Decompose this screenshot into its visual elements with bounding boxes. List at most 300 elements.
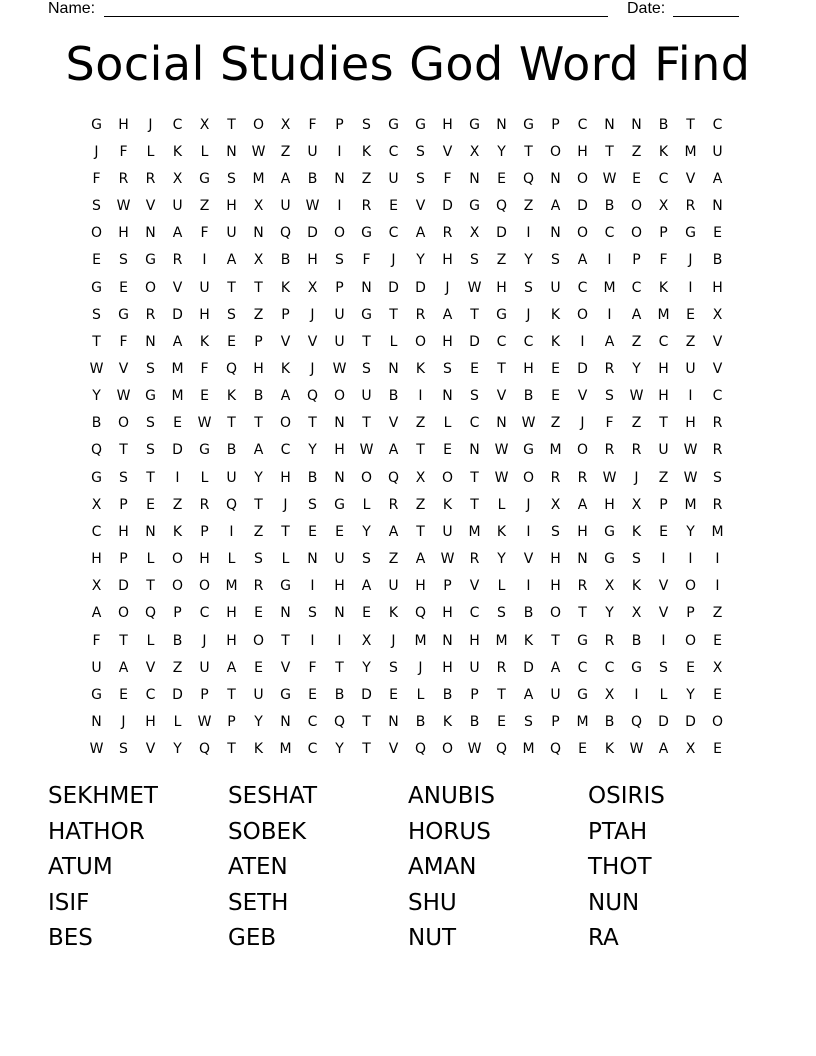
grid-letter: R bbox=[415, 306, 426, 323]
grid-letter: G bbox=[280, 578, 291, 595]
grid-letter: K bbox=[496, 523, 507, 540]
grid-letter: V bbox=[496, 388, 507, 405]
grid-letter: L bbox=[146, 143, 155, 160]
grid-letter: I bbox=[526, 225, 531, 242]
grid-letter: S bbox=[632, 551, 641, 568]
grid-letter: H bbox=[307, 252, 318, 269]
grid-letter: A bbox=[523, 686, 534, 703]
grid-letter: H bbox=[253, 360, 264, 377]
grid-letter: Z bbox=[172, 659, 183, 676]
grid-letter: L bbox=[200, 469, 209, 486]
grid-letter: F bbox=[659, 252, 668, 269]
grid-letter: O bbox=[576, 306, 589, 323]
grid-letter: T bbox=[605, 143, 614, 160]
word-bank-item: SHU bbox=[408, 889, 457, 916]
grid-letter: G bbox=[469, 116, 480, 133]
grid-letter: I bbox=[337, 198, 342, 215]
grid-letter: N bbox=[334, 605, 345, 622]
grid-letter: W bbox=[116, 198, 131, 215]
grid-letter: Z bbox=[253, 306, 264, 323]
grid-letter: Z bbox=[253, 523, 264, 540]
grid-letter: N bbox=[550, 225, 561, 242]
date-blank-line bbox=[673, 16, 739, 17]
grid-letter: F bbox=[92, 632, 101, 649]
grid-letter: B bbox=[658, 116, 669, 133]
grid-letter: D bbox=[469, 333, 480, 350]
grid-letter: R bbox=[631, 442, 642, 459]
grid-letter: J bbox=[418, 659, 423, 676]
grid-letter: B bbox=[307, 469, 318, 486]
grid-letter: Z bbox=[199, 198, 210, 215]
grid-letter: I bbox=[526, 578, 531, 595]
grid-letter: D bbox=[685, 714, 696, 731]
grid-letter: B bbox=[91, 415, 102, 432]
grid-letter: A bbox=[658, 741, 669, 758]
grid-letter: X bbox=[604, 686, 615, 703]
grid-letter: G bbox=[199, 170, 210, 187]
grid-letter: Y bbox=[362, 659, 371, 676]
grid-letter: Z bbox=[388, 551, 399, 568]
grid-letter: I bbox=[634, 686, 639, 703]
grid-row bbox=[83, 355, 731, 382]
grid-letter: P bbox=[686, 605, 695, 622]
grid-letter: Y bbox=[605, 605, 614, 622]
grid-letter: O bbox=[441, 741, 454, 758]
grid-letter: R bbox=[577, 469, 588, 486]
grid-letter: R bbox=[604, 360, 615, 377]
grid-letter: Q bbox=[414, 605, 427, 622]
grid-letter: P bbox=[443, 578, 452, 595]
grid-letter: J bbox=[391, 252, 396, 269]
grid-letter: S bbox=[443, 360, 452, 377]
grid-letter: G bbox=[280, 686, 291, 703]
grid-letter: B bbox=[172, 632, 183, 649]
grid-row bbox=[83, 301, 731, 328]
grid-letter: C bbox=[577, 659, 588, 676]
grid-letter: C bbox=[604, 225, 615, 242]
grid-letter: Z bbox=[658, 469, 669, 486]
grid-letter: L bbox=[443, 415, 452, 432]
grid-letter: G bbox=[577, 632, 588, 649]
grid-letter: H bbox=[442, 605, 453, 622]
grid-letter: S bbox=[362, 360, 371, 377]
grid-letter: M bbox=[171, 388, 184, 405]
grid-letter: K bbox=[172, 143, 183, 160]
grid-letter: O bbox=[684, 632, 697, 649]
grid-letter: N bbox=[469, 442, 480, 459]
grid-letter: K bbox=[550, 306, 561, 323]
grid-letter: W bbox=[629, 741, 644, 758]
grid-letter: K bbox=[442, 496, 453, 513]
grid-letter: T bbox=[227, 279, 236, 296]
grid-letter: T bbox=[227, 116, 236, 133]
grid-letter: X bbox=[604, 578, 615, 595]
word-bank-item: BES bbox=[48, 925, 93, 951]
grid-letter: B bbox=[280, 252, 291, 269]
grid-row bbox=[83, 518, 731, 545]
grid-letter: R bbox=[604, 442, 615, 459]
grid-letter: I bbox=[310, 632, 315, 649]
grid-letter: J bbox=[121, 714, 126, 731]
word-bank-item: SESHAT bbox=[228, 783, 318, 809]
grid-letter: W bbox=[305, 198, 320, 215]
grid-letter: C bbox=[577, 279, 588, 296]
grid-letter: G bbox=[415, 116, 426, 133]
grid-letter: U bbox=[550, 686, 561, 703]
grid-letter: S bbox=[524, 279, 533, 296]
grid-letter: U bbox=[307, 143, 318, 160]
grid-letter: M bbox=[414, 632, 427, 649]
grid-letter: B bbox=[712, 252, 723, 269]
grid-letter: W bbox=[467, 279, 482, 296]
grid-letter: X bbox=[361, 632, 372, 649]
grid-letter: X bbox=[91, 496, 102, 513]
grid-letter: V bbox=[658, 578, 669, 595]
grid-letter: O bbox=[576, 225, 589, 242]
grid-letter: S bbox=[389, 659, 398, 676]
page-title: Social Studies God Word Find bbox=[65, 37, 751, 91]
grid-letter: N bbox=[388, 360, 399, 377]
grid-letter: I bbox=[688, 551, 693, 568]
grid-letter: P bbox=[551, 116, 560, 133]
grid-row bbox=[83, 708, 731, 735]
grid-letter: U bbox=[334, 333, 345, 350]
grid-letter: V bbox=[388, 741, 399, 758]
grid-letter: R bbox=[388, 496, 399, 513]
grid-letter: A bbox=[280, 170, 291, 187]
grid-letter: H bbox=[523, 360, 534, 377]
grid-letter: Y bbox=[362, 523, 371, 540]
grid-letter: K bbox=[658, 279, 669, 296]
grid-letter: B bbox=[334, 686, 345, 703]
grid-letter: S bbox=[92, 306, 101, 323]
word-bank-item: SETH bbox=[228, 889, 289, 916]
grid-letter: V bbox=[415, 198, 426, 215]
grid-letter: D bbox=[415, 279, 426, 296]
grid-letter: O bbox=[171, 578, 184, 595]
grid-letter: O bbox=[333, 225, 346, 242]
grid-letter: K bbox=[658, 143, 669, 160]
grid-letter: Q bbox=[279, 225, 292, 242]
grid-letter: M bbox=[171, 360, 184, 377]
grid-row bbox=[83, 546, 731, 573]
grid-letter: R bbox=[118, 170, 129, 187]
grid-letter: O bbox=[630, 198, 643, 215]
grid-letter: E bbox=[713, 225, 722, 242]
word-bank-item: ANUBIS bbox=[408, 783, 495, 809]
grid-letter: W bbox=[89, 360, 104, 377]
grid-letter: H bbox=[199, 551, 210, 568]
grid-letter: T bbox=[362, 333, 371, 350]
grid-letter: F bbox=[362, 252, 371, 269]
grid-letter: T bbox=[119, 632, 128, 649]
grid-letter: X bbox=[469, 143, 480, 160]
grid-letter: D bbox=[496, 225, 507, 242]
grid-letter: Q bbox=[495, 198, 508, 215]
grid-letter: S bbox=[605, 388, 614, 405]
grid-letter: B bbox=[226, 442, 237, 459]
grid-letter: U bbox=[199, 279, 210, 296]
grid-letter: E bbox=[227, 333, 236, 350]
grid-row bbox=[83, 192, 731, 219]
grid-letter: D bbox=[658, 714, 669, 731]
grid-letter: H bbox=[91, 551, 102, 568]
grid-letter: A bbox=[172, 225, 183, 242]
grid-letter: V bbox=[280, 333, 291, 350]
grid-letter: Y bbox=[416, 252, 425, 269]
grid-letter: N bbox=[631, 116, 642, 133]
grid-letter: K bbox=[199, 333, 210, 350]
grid-letter: U bbox=[172, 198, 183, 215]
grid-letter: R bbox=[172, 252, 183, 269]
grid-letter: N bbox=[496, 415, 507, 432]
grid-letter: X bbox=[550, 496, 561, 513]
grid-letter: G bbox=[685, 225, 696, 242]
grid-letter: A bbox=[415, 551, 426, 568]
grid-letter: Y bbox=[497, 551, 506, 568]
grid-letter: T bbox=[362, 415, 371, 432]
grid-row bbox=[83, 437, 731, 464]
grid-letter: L bbox=[362, 496, 371, 513]
grid-letter: H bbox=[658, 360, 669, 377]
grid-letter: T bbox=[335, 659, 344, 676]
grid-letter: K bbox=[442, 714, 453, 731]
grid-letter: T bbox=[281, 523, 290, 540]
grid-letter: S bbox=[551, 252, 560, 269]
grid-letter: G bbox=[91, 686, 102, 703]
grid-letter: T bbox=[659, 415, 668, 432]
grid-letter: T bbox=[254, 415, 263, 432]
grid-letter: K bbox=[631, 523, 642, 540]
grid-letter: W bbox=[89, 741, 104, 758]
grid-letter: Q bbox=[225, 360, 238, 377]
grid-letter: A bbox=[226, 252, 237, 269]
grid-letter: V bbox=[442, 143, 453, 160]
grid-letter: G bbox=[361, 225, 372, 242]
grid-letter: E bbox=[713, 632, 722, 649]
grid-letter: N bbox=[550, 170, 561, 187]
grid-letter: E bbox=[713, 686, 722, 703]
word-bank-item: ATEN bbox=[228, 854, 288, 880]
grid-letter: T bbox=[146, 578, 155, 595]
grid-letter: O bbox=[549, 605, 562, 622]
grid-letter: E bbox=[497, 170, 506, 187]
grid-letter: S bbox=[659, 659, 668, 676]
grid-letter: G bbox=[469, 198, 480, 215]
grid-letter: W bbox=[197, 415, 212, 432]
grid-letter: J bbox=[310, 360, 315, 377]
grid-letter: T bbox=[416, 442, 425, 459]
grid-letter: F bbox=[92, 170, 101, 187]
grid-letter: H bbox=[442, 333, 453, 350]
grid-letter: N bbox=[496, 116, 507, 133]
grid-letter: L bbox=[497, 496, 506, 513]
grid-letter: H bbox=[280, 469, 291, 486]
grid-letter: T bbox=[227, 415, 236, 432]
grid-letter: H bbox=[577, 523, 588, 540]
grid-letter: E bbox=[254, 605, 263, 622]
grid-letter: C bbox=[658, 333, 669, 350]
grid-letter: U bbox=[91, 659, 102, 676]
grid-letter: I bbox=[202, 252, 207, 269]
grid-letter: A bbox=[172, 333, 183, 350]
grid-letter: Y bbox=[308, 442, 317, 459]
grid-letter: N bbox=[469, 170, 480, 187]
grid-letter: E bbox=[578, 741, 587, 758]
grid-letter: W bbox=[602, 469, 617, 486]
grid-letter: O bbox=[360, 469, 373, 486]
grid-letter: Y bbox=[497, 143, 506, 160]
grid-letter: N bbox=[334, 469, 345, 486]
grid-letter: Y bbox=[632, 360, 641, 377]
grid-letter: Q bbox=[333, 714, 346, 731]
grid-letter: E bbox=[551, 388, 560, 405]
grid-letter: R bbox=[442, 225, 453, 242]
grid-letter: R bbox=[604, 632, 615, 649]
grid-letter: D bbox=[172, 686, 183, 703]
grid-letter: M bbox=[468, 523, 481, 540]
grid-letter: O bbox=[522, 469, 535, 486]
grid-letter: Q bbox=[414, 741, 427, 758]
grid-letter: B bbox=[442, 686, 453, 703]
grid-letter: P bbox=[281, 306, 290, 323]
grid-letter: P bbox=[200, 686, 209, 703]
grid-letter: E bbox=[713, 741, 722, 758]
grid-letter: T bbox=[470, 306, 479, 323]
word-bank-item: HATHOR bbox=[48, 818, 145, 845]
grid-letter: B bbox=[253, 388, 264, 405]
grid-letter: S bbox=[524, 714, 533, 731]
grid-row bbox=[83, 383, 731, 410]
grid-letter: T bbox=[362, 741, 371, 758]
grid-letter: U bbox=[226, 225, 237, 242]
grid-letter: F bbox=[308, 116, 317, 133]
grid-letter: K bbox=[523, 632, 534, 649]
grid-letter: N bbox=[388, 714, 399, 731]
grid-letter: C bbox=[307, 714, 318, 731]
grid-letter: A bbox=[550, 198, 561, 215]
grid-letter: O bbox=[333, 388, 346, 405]
word-bank-item: HORUS bbox=[408, 818, 491, 845]
grid-letter: G bbox=[91, 469, 102, 486]
grid-letter: U bbox=[550, 279, 561, 296]
grid-letter: R bbox=[712, 496, 723, 513]
grid-letter: W bbox=[521, 415, 536, 432]
word-bank-item: ISIF bbox=[48, 889, 90, 916]
grid-letter: D bbox=[388, 279, 399, 296]
grid-letter: U bbox=[658, 442, 669, 459]
grid-letter: Q bbox=[306, 388, 319, 405]
grid-letter: C bbox=[658, 170, 669, 187]
grid-letter: E bbox=[389, 198, 398, 215]
grid-letter: Z bbox=[631, 333, 642, 350]
grid-letter: S bbox=[416, 170, 425, 187]
grid-letter: U bbox=[685, 360, 696, 377]
grid-letter: F bbox=[308, 659, 317, 676]
grid-letter: P bbox=[659, 496, 668, 513]
grid-letter: N bbox=[604, 116, 615, 133]
grid-letter: T bbox=[497, 686, 506, 703]
name-blank-line bbox=[104, 16, 608, 17]
grid-letter: Z bbox=[496, 252, 507, 269]
grid-letter: I bbox=[337, 143, 342, 160]
grid-letter: V bbox=[145, 198, 156, 215]
grid-letter: A bbox=[550, 659, 561, 676]
grid-letter: G bbox=[604, 523, 615, 540]
grid-letter: S bbox=[227, 170, 236, 187]
grid-letter: B bbox=[604, 714, 615, 731]
grid-letter: S bbox=[254, 551, 263, 568]
grid-letter: O bbox=[630, 225, 643, 242]
grid-letter: X bbox=[253, 198, 264, 215]
grid-letter: Q bbox=[522, 170, 535, 187]
grid-letter: H bbox=[658, 388, 669, 405]
grid-letter: P bbox=[227, 714, 236, 731]
grid-letter: O bbox=[711, 714, 724, 731]
grid-letter: R bbox=[712, 442, 723, 459]
grid-letter: N bbox=[145, 333, 156, 350]
grid-letter: R bbox=[361, 198, 372, 215]
grid-letter: Z bbox=[280, 143, 291, 160]
word-bank-item: PTAH bbox=[588, 818, 648, 845]
grid-letter: G bbox=[334, 496, 345, 513]
grid-row bbox=[83, 491, 731, 518]
grid-letter: U bbox=[442, 523, 453, 540]
grid-letter: U bbox=[280, 198, 291, 215]
grid-letter: K bbox=[226, 388, 237, 405]
grid-letter: U bbox=[388, 170, 399, 187]
grid-letter: H bbox=[577, 143, 588, 160]
grid-letter: Z bbox=[685, 333, 696, 350]
grid-letter: H bbox=[604, 496, 615, 513]
grid-letter: B bbox=[523, 388, 534, 405]
grid-letter: M bbox=[711, 523, 724, 540]
grid-letter: N bbox=[307, 551, 318, 568]
grid-letter: R bbox=[199, 496, 210, 513]
grid-letter: O bbox=[279, 415, 292, 432]
grid-letter: A bbox=[604, 333, 615, 350]
grid-letter: A bbox=[415, 225, 426, 242]
grid-letter: P bbox=[470, 686, 479, 703]
grid-letter: J bbox=[148, 116, 153, 133]
grid-row bbox=[83, 573, 731, 600]
grid-letter: W bbox=[332, 360, 347, 377]
grid-letter: V bbox=[388, 415, 399, 432]
grid-letter: Z bbox=[415, 496, 426, 513]
grid-letter: S bbox=[119, 252, 128, 269]
grid-letter: N bbox=[577, 551, 588, 568]
grid-letter: I bbox=[580, 333, 585, 350]
grid-letter: X bbox=[280, 116, 291, 133]
grid-letter: N bbox=[442, 388, 453, 405]
grid-letter: N bbox=[334, 415, 345, 432]
grid-letter: K bbox=[280, 279, 291, 296]
grid-letter: L bbox=[146, 551, 155, 568]
grid-letter: S bbox=[119, 469, 128, 486]
grid-letter: R bbox=[145, 306, 156, 323]
grid-letter: D bbox=[361, 686, 372, 703]
grid-row bbox=[83, 247, 731, 274]
grid-row bbox=[83, 681, 731, 708]
grid-letter: M bbox=[603, 279, 616, 296]
grid-letter: R bbox=[496, 659, 507, 676]
grid-letter: F bbox=[200, 225, 209, 242]
grid-letter: S bbox=[308, 496, 317, 513]
grid-letter: T bbox=[308, 415, 317, 432]
grid-letter: P bbox=[173, 605, 182, 622]
grid-letter: Z bbox=[172, 496, 183, 513]
grid-row bbox=[83, 220, 731, 247]
